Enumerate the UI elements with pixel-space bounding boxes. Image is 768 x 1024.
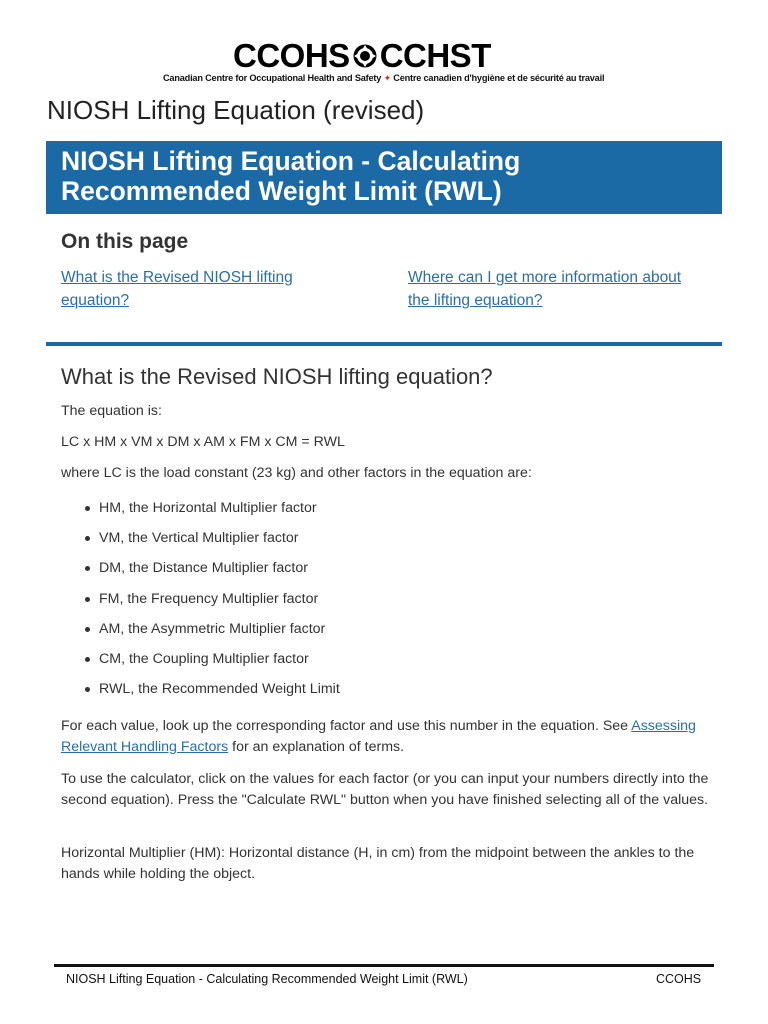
equation-text: LC x HM x VM x DM x AM x FM x CM = RWL (61, 434, 345, 450)
logo-wordmark (233, 37, 543, 74)
lookup-text-before: For each value, look up the corresponding factor and use this number in the equation. See (61, 718, 632, 734)
on-this-page-link-what-is[interactable]: What is the Revised NIOSH lifting equation? (61, 269, 293, 309)
logo-subtitle-fr: Centre canadien d'hygiène et de sécurité au travail (393, 73, 605, 83)
list-item: FM, the Frequency Multiplier factor (61, 584, 711, 614)
banner-title: NIOSH Lifting Equation - Calculating Recommended Weight Limit (RWL) (61, 146, 521, 206)
ccohs-emblem-icon (352, 43, 378, 69)
list-item: CM, the Coupling Multiplier factor (61, 644, 711, 674)
page-banner (46, 141, 722, 214)
calculator-paragraph: To use the calculator, click on the values for each factor (or you can input your numbers directly into the second equation). Press the "Calculate RWL" button when you have finished selecting all of the values. (61, 771, 709, 808)
logo-subtitle (163, 73, 623, 84)
ccohs-logo (0, 37, 768, 90)
footer-divider (54, 964, 714, 967)
section-heading: What is the Revised NIOSH lifting equation? (61, 364, 493, 389)
on-this-page-box (46, 214, 722, 346)
list-item: DM, the Distance Multiplier factor (61, 553, 711, 583)
lookup-text-after: for an explanation of terms. (228, 739, 405, 755)
logo-subtitle-en: Canadian Centre for Occupational Health and Safety (163, 73, 382, 83)
on-this-page-heading: On this page (61, 230, 189, 253)
factor-list (61, 493, 711, 704)
factors-intro: where LC is the load constant (23 kg) and other factors in the equation are: (61, 465, 532, 481)
footer-brand: CCOHS (656, 972, 702, 986)
handling-factors-link[interactable]: Assessing Relevant Handling Factors (61, 718, 696, 755)
logo-name-en: CCOHS (233, 37, 350, 74)
footer-document-title: NIOSH Lifting Equation - Calculating Recommended Weight Limit (RWL) (66, 972, 468, 986)
list-item: VM, the Vertical Multiplier factor (61, 523, 711, 553)
list-item: AM, the Asymmetric Multiplier factor (61, 614, 711, 644)
logo-name-fr: CCHST (379, 37, 491, 74)
maple-leaf-icon: ✦ (383, 73, 391, 83)
equation-intro: The equation is: (61, 403, 162, 419)
lookup-paragraph (61, 716, 711, 758)
list-item: RWL, the Recommended Weight Limit (61, 674, 711, 704)
document-title: NIOSH Lifting Equation (revised) (47, 95, 425, 125)
on-this-page-link-more-info[interactable]: Where can I get more information about the lifting equation? (408, 269, 682, 309)
horizontal-multiplier-paragraph: Horizontal Multiplier (HM): Horizontal distance (H, in cm) from the midpoint between the ankles to the hands while holding the object. (61, 845, 695, 882)
list-item: HM, the Horizontal Multiplier factor (61, 493, 711, 523)
